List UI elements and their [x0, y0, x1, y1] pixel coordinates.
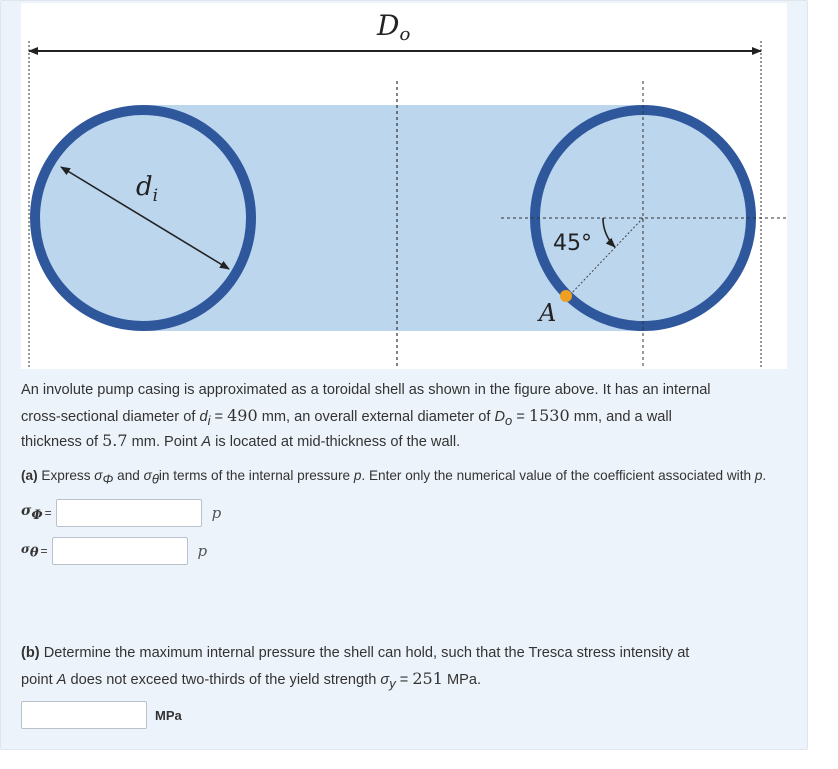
sigma-phi-equals: = [44, 506, 52, 520]
sigma-phi-input[interactable] [56, 499, 202, 527]
part-b-prompt-line-2: point A does not exceed two-thirds of the yield strength $\sigma_y = 251$ MPa. [21, 669, 482, 691]
max-pressure-answer-row [21, 700, 182, 730]
sigma-theta-input[interactable] [52, 537, 188, 565]
point-a-marker [560, 290, 572, 302]
sigma-phi-answer-row [21, 498, 221, 528]
sigma-theta-answer-row [21, 536, 207, 566]
max-pressure-unit: MPa [155, 707, 182, 723]
inner-diameter-label: $d_i$ [136, 172, 159, 206]
sigma-phi-symbol: $\sigma_\Phi$ [21, 503, 43, 523]
part-a-prompt: (a) Express $\sigma_\Phi$ and $\sigma_\theta in$ terms of the internal pressure p. Enter only the numerical value of the coefficient associated with p. [21, 468, 767, 487]
max-pressure-input[interactable] [21, 701, 147, 729]
angle-label: 45° [553, 231, 592, 256]
point-a-label: A [539, 299, 557, 327]
toroidal-shell-figure [21, 3, 787, 369]
sigma-theta-unit: p [197, 542, 208, 560]
sigma-theta-equals: = [40, 544, 48, 558]
outer-diameter-label: Do [377, 9, 411, 45]
problem-intro-line-3: thickness of 5.7 mm. Point A is located at mid-thickness of the wall. [21, 431, 461, 450]
problem-intro-line-2: cross-sectional diameter of $d_i = 490$ mm, an overall external diameter of $D_o = 1530$ mm, and a wall [21, 406, 672, 428]
problem-intro-line-1: An involute pump casing is approximated as a toroidal shell as shown in the figure above. It has an internal [21, 382, 711, 398]
sigma-phi-unit: p [211, 504, 222, 522]
sigma-theta-symbol: $\sigma_\theta$ [21, 541, 39, 561]
part-b-prompt-line-1: (b) Determine the maximum internal pressure the shell can hold, such that the Tresca stress intensity at [21, 645, 690, 661]
